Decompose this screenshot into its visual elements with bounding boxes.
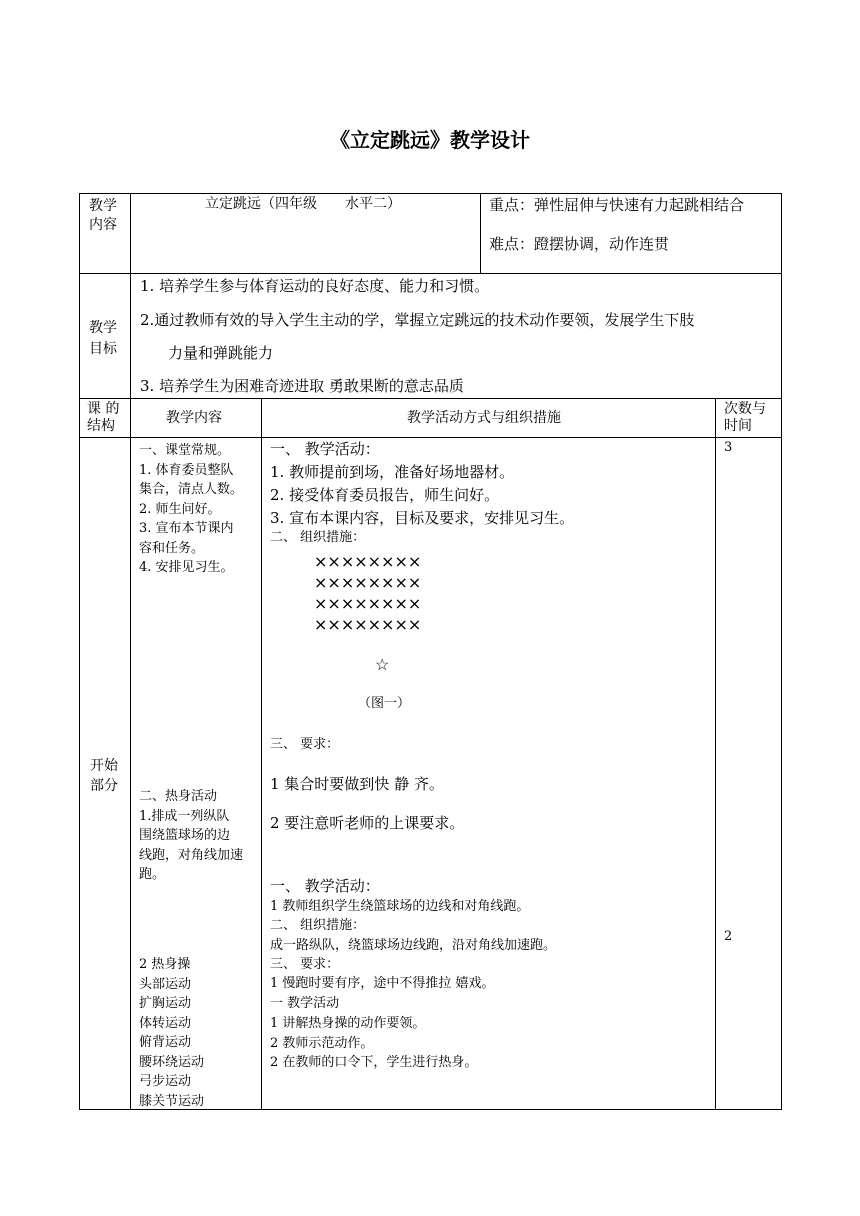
- row-label-teaching-content: 教学 内容: [89, 198, 117, 233]
- column-divider: [261, 398, 262, 1110]
- activity-item: 2 在教师的口令下，学生进行热身。: [270, 1055, 478, 1070]
- formation-row: ××××××××: [314, 615, 422, 634]
- requirements-heading: 三、 要求：: [270, 957, 340, 972]
- table-border-top: [79, 193, 782, 194]
- formation-diagram: [314, 551, 421, 635]
- goal-item: 2.通过教师有效的导入学生主动的学，掌握立定跳远的技术动作要领，发展学生下肢: [140, 311, 695, 329]
- activity-item: 2. 接受体育委员报告，师生问好。: [270, 486, 500, 504]
- row-divider: [79, 437, 782, 438]
- requirements-heading: 三、 要求：: [270, 737, 340, 752]
- table-border-left: [79, 193, 80, 1110]
- content-warmup-exercise: 2 热身操 头部运动 扩胸运动 体转运动 俯背运动 腰环绕运动 弓步运动 膝关节运动: [139, 957, 205, 1109]
- header-activity: 教学活动方式与组织措施: [407, 410, 561, 426]
- difficulty: 难点：蹬摆协调，动作连贯: [489, 235, 670, 253]
- header-count-time: 次数与 时间: [724, 401, 766, 434]
- activity-item: 1. 教师提前到场，准备好场地器材。: [270, 463, 515, 481]
- content-routine: 一、课堂常规。 1. 体育委员整队 集合，清点人数。 2. 师生问好。 3. 宣布本节课内 容和任务。 4. 安排见习生。: [139, 443, 244, 575]
- activity-item: 1 讲解热身操的动作要领。: [270, 1016, 426, 1031]
- row-label-teaching-goals: 教学 目标: [89, 320, 117, 357]
- activity-heading: 一、 教学活动：: [270, 877, 380, 895]
- table-border-right: [781, 193, 782, 1110]
- teacher-star-icon: ☆: [375, 655, 390, 674]
- document-title: 《立定跳远》教学设计: [330, 128, 530, 152]
- content-warmup: 二、热身活动 1.排成一列纵队 围绕篮球场的边 线跑，对角线加速 跑。: [139, 789, 244, 882]
- section-label-start: 开始 部分: [90, 758, 118, 794]
- count-value: 3: [724, 440, 733, 455]
- formation-row: ××××××××: [314, 573, 422, 592]
- goal-item: 1. 培养学生参与体育运动的良好态度、能力和习惯。: [140, 277, 490, 295]
- formation-row: ××××××××: [314, 594, 422, 613]
- key-point: 重点：弹性屈伸与快速有力起跳相结合: [489, 196, 745, 214]
- row-divider: [79, 273, 782, 274]
- column-divider: [715, 398, 716, 1110]
- teaching-content: 立定跳远（四年级 水平二）: [205, 196, 401, 212]
- activity-heading: 一 教学活动: [270, 996, 340, 1011]
- figure-caption: （图一）: [358, 696, 411, 711]
- row-divider: [79, 398, 782, 399]
- activity-item: 1 教师组织学生绕篮球场的边线和对角线跑。: [270, 899, 530, 914]
- requirement-item: 1 慢跑时要有序，途中不得推拉 嬉戏。: [270, 976, 495, 991]
- header-content: 教学内容: [166, 410, 222, 426]
- requirement-item: 1 集合时要做到快 静 齐。: [270, 775, 444, 793]
- goal-item: 力量和弹跳能力: [168, 344, 274, 362]
- formation-row: ××××××××: [314, 552, 422, 571]
- activity-item: 2 教师示范动作。: [270, 1036, 374, 1051]
- header-structure: 课 的 结构: [87, 401, 120, 434]
- organization-heading: 二、 组织措施：: [270, 530, 366, 545]
- organization-heading: 二、 组织措施：: [270, 918, 366, 933]
- activity-item: 3. 宣布本课内容，目标及要求，安排见习生。: [270, 509, 575, 527]
- column-divider: [130, 193, 131, 1110]
- count-value: 2: [724, 929, 733, 944]
- goal-item: 3. 培养学生为困难奇迹进取 勇敢果断的意志品质: [140, 377, 464, 395]
- organization-item: 成一路纵队，绕篮球场边线跑，沿对角线加速跑。: [270, 938, 557, 953]
- requirement-item: 2 要注意听老师的上课要求。: [270, 814, 465, 832]
- activity-heading: 一、 教学活动：: [270, 440, 380, 458]
- column-divider: [480, 193, 481, 274]
